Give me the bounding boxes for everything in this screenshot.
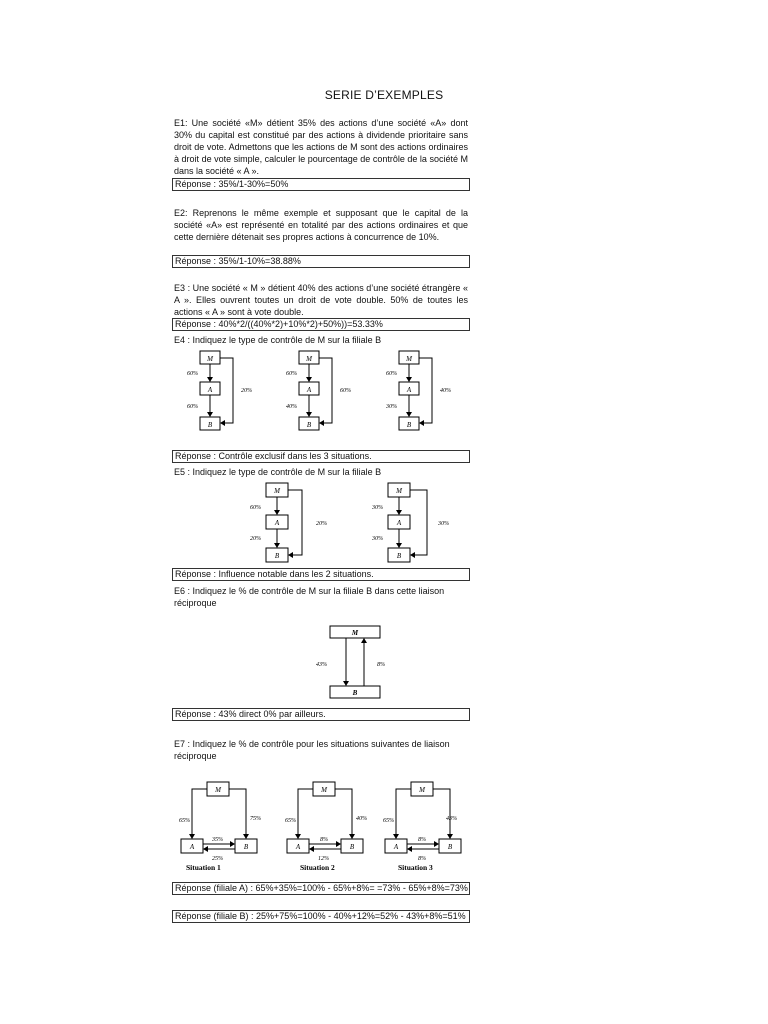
e7-situation-1	[176, 778, 271, 873]
arrowhead-m-b	[447, 834, 453, 839]
pct-m-a: 65%	[285, 818, 296, 824]
box-b-label: B	[406, 421, 412, 429]
box-b-label: B	[207, 421, 213, 429]
e4-diagram-2	[264, 348, 354, 438]
pct-m-b: 43%	[446, 816, 457, 822]
box-b-label: B	[352, 689, 358, 697]
box-a-label: A	[393, 843, 399, 851]
box-m-label: M	[321, 786, 327, 794]
e4-diagram-3	[364, 348, 454, 438]
arrowhead-m-b	[220, 420, 225, 426]
box-b-label: B	[447, 843, 453, 851]
pct-a-b: 20%	[250, 536, 261, 542]
arrowhead-m-b	[288, 552, 293, 558]
arrowhead-m-b	[410, 552, 415, 558]
pct-m-b: 20%	[241, 388, 252, 394]
e4-diagram-1	[165, 348, 255, 438]
exercise-e2-text: E2: Reprenons le même exemple et supposant que le capital de la société «A» est représenté en totalité par des actions ordinaires et que cette dernière détenait ses propres actions à concurrence de 10%.	[174, 208, 468, 242]
exercise-e7-question: E7 : Indiquez le % de contrôle pour les situations suivantes de liaison réciproque	[174, 739, 450, 761]
exercise-e1-answer: Réponse : 35%/1-30%=50%	[172, 178, 470, 191]
box-m-label: M	[351, 629, 359, 637]
situation-label: Situation 1	[186, 863, 221, 872]
pct-m-a: 60%	[386, 371, 397, 377]
box-b-label: B	[396, 552, 402, 560]
exercise-e6-question: E6 : Indiquez le % de contrôle de M sur la filiale B dans cette liaison réciproque	[174, 586, 445, 608]
arrowhead-m-b	[419, 420, 424, 426]
box-m-label: M	[419, 786, 425, 794]
arrowhead-m-a	[207, 377, 213, 382]
arrowhead-a-b	[406, 412, 412, 417]
exercise-e3-answer: Réponse : 40%*2/((40%*2)+10%*2)+50%))=53.33%	[172, 318, 470, 331]
pct-m-b: 43%	[316, 662, 327, 668]
pct-a-b: 8%	[320, 837, 328, 843]
situation-label: Situation 3	[398, 863, 433, 872]
box-m-label: M	[406, 355, 412, 363]
pct-a-b: 60%	[187, 404, 198, 410]
exercise-e3-text: E3 : Une société « M » détient 40% des actions d’une société étrangère « A ». Elles ouvrent toutes un droit de vote double. 50% de toutes les actions « A » sont à vote double.	[174, 283, 468, 317]
arrow-m-b	[220, 358, 233, 423]
arrow-m-a	[192, 789, 207, 838]
exercise-e4-answer: Réponse : Contrôle exclusif dans les 3 situations.	[172, 450, 470, 463]
exercise-e4-question: E4 : Indiquez le type de contrôle de M sur la filiale B	[174, 335, 382, 345]
box-m-label: M	[306, 355, 312, 363]
pct-b-m: 8%	[377, 662, 385, 668]
e7-situation-2	[282, 778, 377, 873]
situation-label: Situation 2	[300, 863, 335, 872]
pct-b-a: 12%	[318, 856, 329, 862]
pct-m-a: 60%	[286, 371, 297, 377]
box-m-label: M	[215, 786, 221, 794]
e7-situation-3	[380, 778, 475, 873]
arrowhead-a-b	[207, 412, 213, 417]
exercise-e5-answer: Réponse : Influence notable dans les 2 situations.	[172, 568, 470, 581]
arrow-m-b	[410, 490, 427, 555]
box-a-label: A	[396, 519, 402, 527]
pct-b-a: 8%	[418, 856, 426, 862]
pct-m-b: 40%	[440, 388, 451, 394]
pct-a-b: 40%	[286, 404, 297, 410]
arrowhead-b-a	[407, 846, 412, 852]
arrowhead-m-a	[189, 834, 195, 839]
pct-b-a: 25%	[212, 856, 223, 862]
box-m-label: M	[396, 487, 402, 495]
arrowhead-m-b	[349, 834, 355, 839]
pct-m-a: 30%	[372, 505, 383, 511]
arrow-m-b	[229, 789, 246, 838]
pct-m-a: 65%	[383, 818, 394, 824]
box-a-label: A	[274, 519, 280, 527]
pct-a-b: 30%	[372, 536, 383, 542]
arrow-m-b	[319, 358, 332, 423]
pct-m-b: 20%	[316, 521, 327, 527]
pct-m-b: 30%	[438, 521, 449, 527]
box-b-label: B	[274, 552, 280, 560]
page-title: SERIE D’EXEMPLES	[324, 88, 444, 102]
arrowhead-m-b	[319, 420, 324, 426]
box-a-label: A	[406, 386, 412, 394]
arrowhead-a-b	[396, 543, 402, 548]
arrow-m-b	[433, 789, 450, 838]
pct-m-b: 60%	[340, 388, 351, 394]
arrowhead-a-b	[274, 543, 280, 548]
box-a-label: A	[306, 386, 312, 394]
arrowhead-a-b	[336, 841, 341, 847]
pct-m-a: 60%	[250, 505, 261, 511]
arrowhead-m-a	[393, 834, 399, 839]
e5-diagram-1	[240, 480, 340, 565]
arrow-m-b	[419, 358, 432, 423]
arrowhead-m-a	[295, 834, 301, 839]
pct-m-b: 40%	[356, 816, 367, 822]
box-b-label: B	[306, 421, 312, 429]
box-b-label: B	[243, 843, 249, 851]
box-a-label: A	[295, 843, 301, 851]
arrow-m-b	[335, 789, 352, 838]
box-m-label: M	[207, 355, 213, 363]
arrowhead-m-b	[343, 681, 349, 686]
exercise-e7-answer-a: Réponse (filiale A) : 65%+35%=100% - 65%+8%= =73% - 65%+8%=73%	[172, 882, 470, 895]
arrowhead-m-a	[406, 377, 412, 382]
box-b-label: B	[349, 843, 355, 851]
arrowhead-a-b	[434, 841, 439, 847]
pct-a-b: 35%	[212, 837, 223, 843]
pct-m-a: 65%	[179, 818, 190, 824]
arrowhead-b-a	[309, 846, 314, 852]
arrowhead-m-a	[274, 510, 280, 515]
pct-m-a: 60%	[187, 371, 198, 377]
exercise-e7-answer-b: Réponse (filiale B) : 25%+75%=100% - 40%+12%=52% - 43%+8%=51%	[172, 910, 470, 923]
arrowhead-m-b	[243, 834, 249, 839]
box-m-label: M	[274, 487, 280, 495]
exercise-e6-answer: Réponse : 43% direct 0% par ailleurs.	[172, 708, 470, 721]
e6-diagram	[300, 622, 420, 702]
arrowhead-a-b	[306, 412, 312, 417]
pct-a-b: 8%	[418, 837, 426, 843]
arrowhead-m-a	[396, 510, 402, 515]
pct-a-b: 30%	[386, 404, 397, 410]
arrowhead-a-b	[230, 841, 235, 847]
arrow-m-a	[298, 789, 313, 838]
e5-diagram-2	[362, 480, 462, 565]
arrowhead-b-a	[203, 846, 208, 852]
exercise-e5-question: E5 : Indiquez le type de contrôle de M sur la filiale B	[174, 467, 382, 477]
arrowhead-m-a	[306, 377, 312, 382]
pct-m-b: 75%	[250, 816, 261, 822]
arrowhead-b-m	[361, 638, 367, 643]
box-a-label: A	[189, 843, 195, 851]
arrow-m-a	[396, 789, 411, 838]
box-a-label: A	[207, 386, 213, 394]
exercise-e1-text: E1: Une société «M» détient 35% des actions d’une société «A» dont 30% du capital est constitué par des actions à dividende prioritaire sans droit de vote. Admettons que les actions de M sont des actions ordinaires à droit de vote simple, calculer le pourcentage de contrôle de la société M dans la société « A ».	[174, 118, 468, 176]
arrow-m-b	[288, 490, 302, 555]
exercise-e2-answer: Réponse : 35%/1-10%=38.88%	[172, 255, 470, 268]
